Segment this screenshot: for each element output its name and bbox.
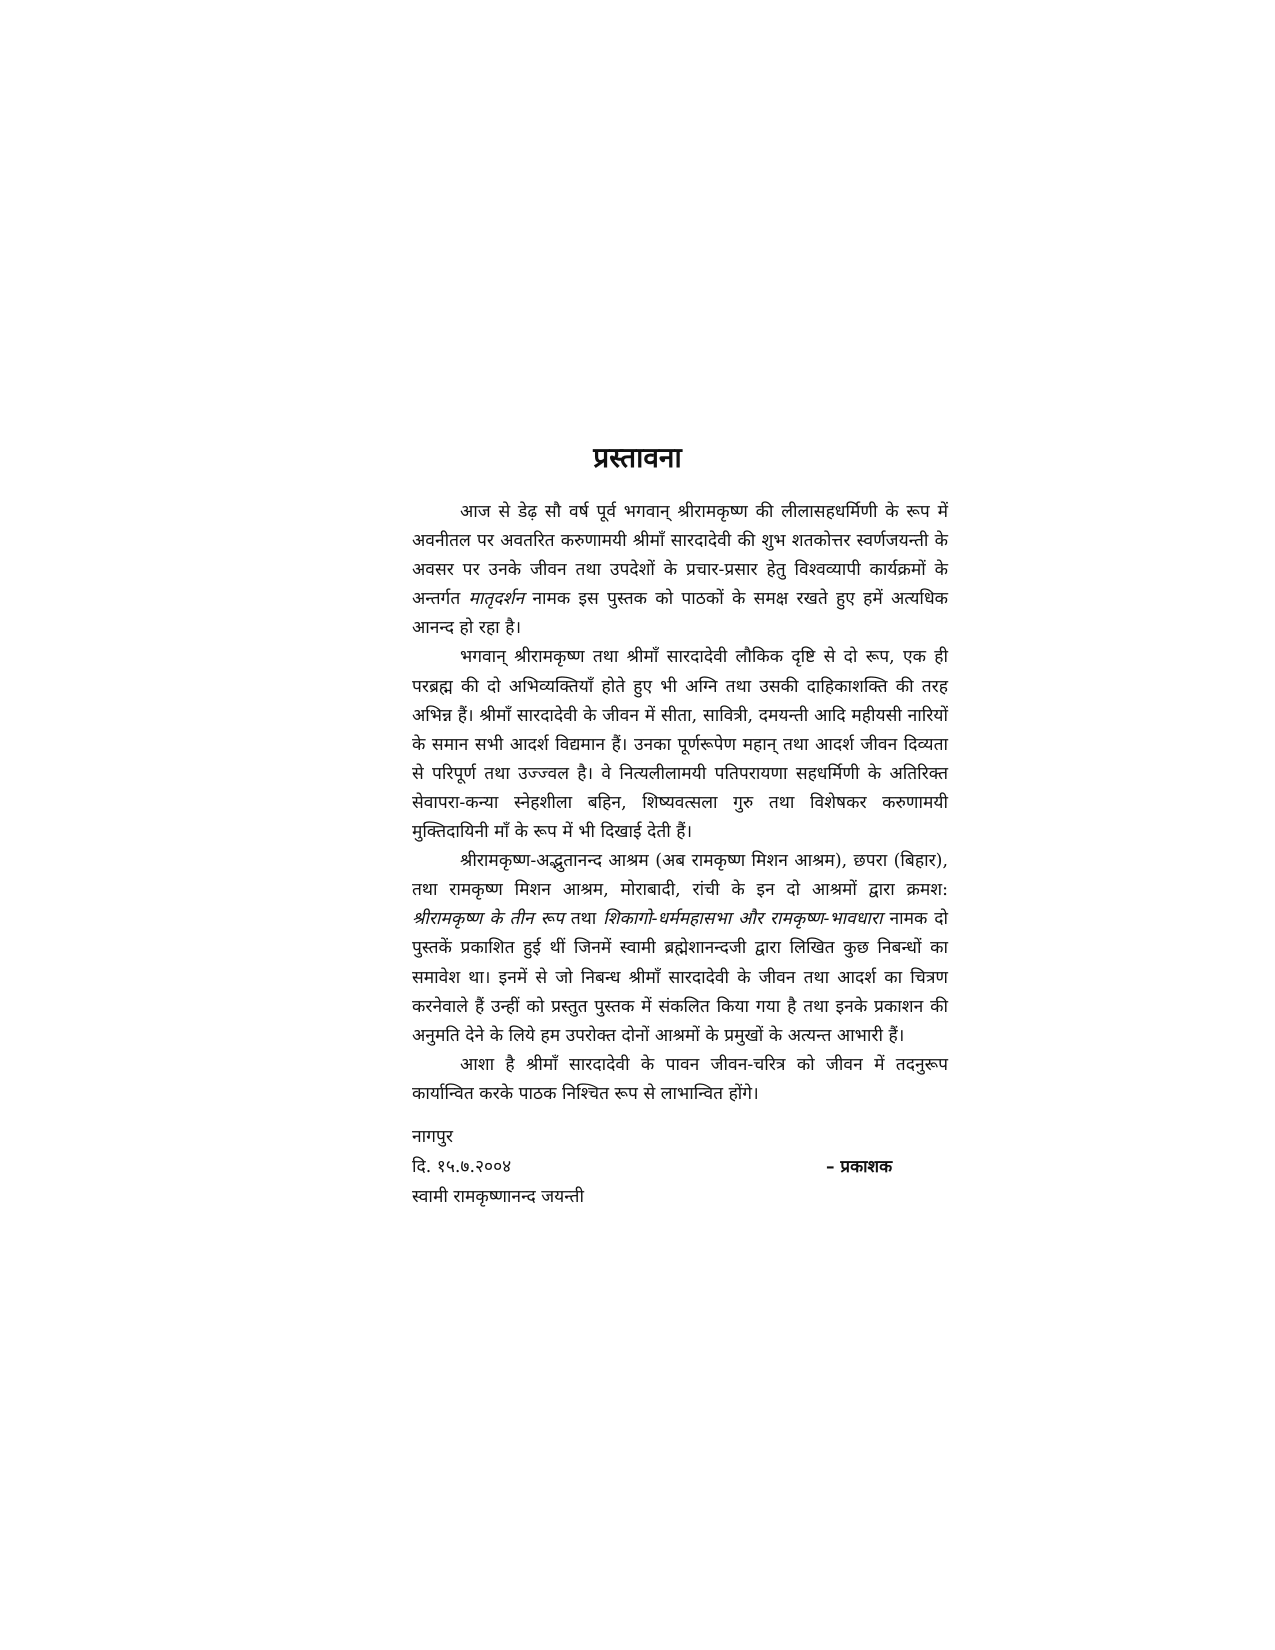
publisher-label: – प्रकाशक (826, 1157, 893, 1177)
book-title-three-forms: श्रीरामकृष्ण के तीन रूप (412, 909, 564, 930)
page-title: प्रस्तावना (593, 441, 682, 474)
paragraph-3 (412, 847, 948, 1051)
paragraph-3-text: श्रीरामकृष्ण-अद्भुतानन्द आश्रम (अब रामकृष्ण मिशन आश्रम), छपरा (बिहार), तथा रामकृष्ण मिशन आश्रम, मोराबादी, रांची के इन दो आश्रमों द्वारा क्रमश: (412, 851, 948, 901)
signature-occasion: स्वामी रामकृष्णानन्द जयन्ती (412, 1187, 584, 1207)
paragraph-4: आशा है श्रीमाँ सारदादेवी के पावन जीवन-चरित्र को जीवन में तदनुरूप कार्यान्वित करके पाठक निश्चित रूप से लाभान्वित होंगे। (412, 1054, 948, 1104)
book-title-chicago: शिकागो-धर्ममहासभा और रामकृष्ण-भावधारा (603, 909, 883, 930)
paragraph-3-text-end: नामक दो पुस्तकें प्रकाशित हुई थीं जिनमें स्वामी ब्रह्मेशानन्दजी द्वारा लिखित कुछ निबन्धों का समावेश था। इनमें से जो निबन्ध श्रीमाँ सारदादेवी के जीवन तथा आदर्श का चित्रण करनेवाले हैं उन्हीं को प्रस्तुत पुस्तक में संकलित किया गया है तथा इनके प्रकाशन की अनुमति देने के लिये हम उपरोक्त दोनों आश्रमों के प्रमुखों के अत्यन्त आभारी हैं। (412, 909, 948, 1046)
paragraph-3-conjunction: तथा (570, 909, 597, 930)
paragraph-2: भगवान् श्रीरामकृष्ण तथा श्रीमाँ सारदादेवी लौकिक दृष्टि से दो रूप, एक ही परब्रह्म की दो अभिव्यक्तियाँ होते हुए भी अग्नि तथा उसकी दाहिकाशक्ति की तरह अभिन्न हैं। श्रीमाँ सारदादेवी के जीवन में सीता, सावित्री, दमयन्ती आदि महीयसी नारियों के समान सभी आदर्श विद्यमान हैं। उनका पूर्णरूपेण महान् तथा आदर्श जीवन दिव्यता से परिपूर्ण तथा उज्ज्वल है। वे नित्यलीलामयी पतिपरायणा सहधर्मिणी के अतिरिक्त सेवापरा-कन्या स्नेहशीला बहिन, शिष्यवत्सला गुरु तथा विशेषकर करुणामयी मुक्तिदायिनी माँ के रूप में भी दिखाई देती हैं। (412, 647, 948, 843)
preface-body (412, 498, 948, 1109)
signature-date: दि. १५.७.२००४ (412, 1157, 512, 1177)
signature-place: नागपुर (412, 1127, 453, 1147)
book-title-matridarshan: मातृदर्शन (468, 589, 525, 610)
paragraph-1 (412, 498, 948, 643)
paragraph-1-text-end: नामक इस पुस्तक को पाठकों के समक्ष रखते हुए हमें अत्यधिक आनन्द हो रहा है। (412, 589, 948, 639)
paragraph-1-text: आज से डेढ़ सौ वर्ष पूर्व भगवान् श्रीरामकृष्ण की लीलासहधर्मिणी के रूप में अवनीतल पर अवतरित करुणामयी श्रीमाँ सारदादेवी की शुभ शतकोत्तर स्वर्णजयन्ती के अवसर पर उनके जीवन तथा उपदेशों के प्रचार-प्रसार हेतु विश्वव्यापी कार्यक्रमों के अन्तर्गत (412, 502, 948, 610)
